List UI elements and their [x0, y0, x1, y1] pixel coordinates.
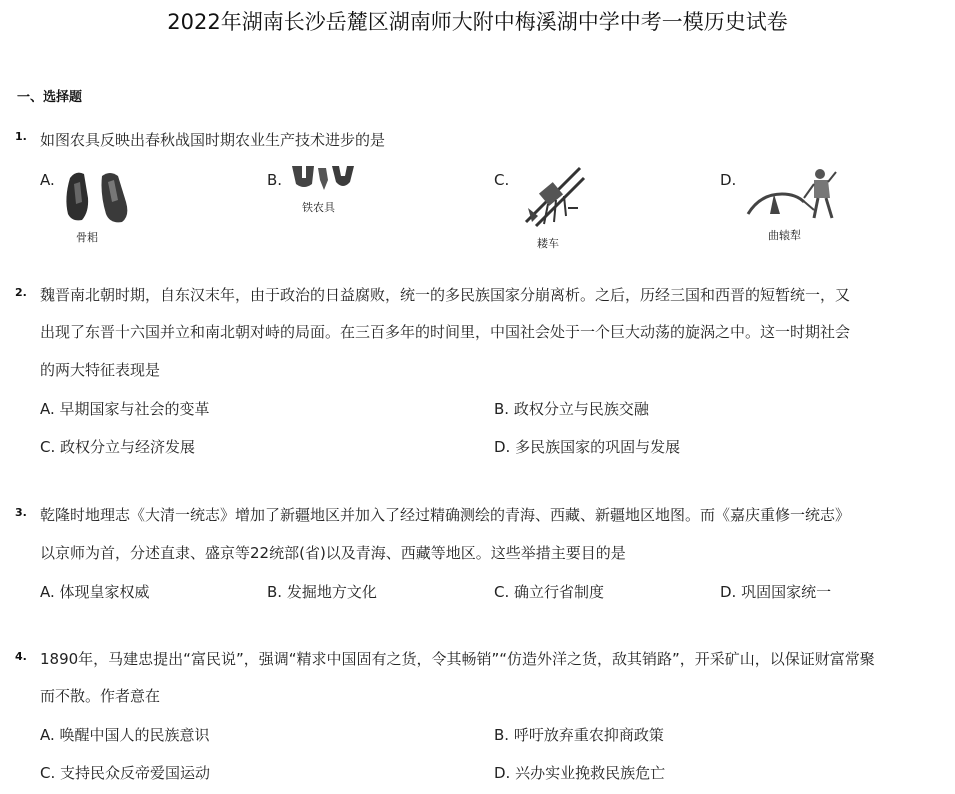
option-d-caption: 曲辕犁	[768, 229, 801, 242]
section-heading: 一、选择题	[17, 90, 83, 105]
question-2-number: 2.	[15, 286, 27, 299]
question-3-option-b[interactable]: B. 发掘地方文化	[267, 583, 377, 601]
question-3-option-c[interactable]: C. 确立行省制度	[494, 583, 605, 601]
question-3-stem-line-1: 乾隆时地理志《大清一统志》增加了新疆地区并加入了经过精确测绘的青海、西藏、新疆地区地图。而《嘉庆重修一统志》	[40, 506, 851, 524]
question-4-stem-line-2: 而不散。作者意在	[40, 687, 161, 705]
question-4-option-a[interactable]: A. 唤醒中国人的民族意识	[40, 726, 210, 744]
option-a-caption: 骨耜	[76, 231, 98, 244]
question-1-number: 1.	[15, 130, 27, 143]
option-c-caption: 耧车	[537, 237, 559, 250]
question-3-number: 3.	[15, 506, 27, 519]
question-2-stem-line-3: 的两大特征表现是	[40, 361, 161, 379]
question-1-option-a[interactable]	[40, 170, 55, 190]
question-2-option-d[interactable]: D. 多民族国家的巩固与发展	[494, 438, 681, 456]
question-2-stem-line-1: 魏晋南北朝时期，自东汉末年，由于政治的日益腐败，统一的多民族国家分崩离析。之后，历经三国和西晋的短暂统一，又	[40, 286, 851, 304]
option-b-caption: 铁农具	[302, 201, 335, 214]
option-letter: A.	[40, 171, 55, 189]
question-1-option-c[interactable]	[494, 170, 509, 190]
question-2-option-a[interactable]: A. 早期国家与社会的变革	[40, 400, 210, 418]
question-3-stem-line-2: 以京师为首，分述直隶、盛京等22统部(省)以及青海、西藏等地区。这些举措主要目的是	[40, 544, 626, 562]
option-letter: C.	[494, 171, 510, 189]
question-4-option-d[interactable]: D. 兴办实业挽救民族危亡	[494, 764, 666, 782]
question-2-option-b[interactable]: B. 政权分立与民族交融	[494, 400, 649, 418]
question-3-option-d[interactable]: D. 巩固国家统一	[720, 583, 832, 601]
question-4-option-c[interactable]: C. 支持民众反帝爱国运动	[40, 764, 211, 782]
question-1-stem: 如图农具反映出春秋战国时期农业生产技术进步的是	[40, 131, 386, 149]
seed-drill-icon	[518, 164, 588, 232]
option-letter: D.	[720, 171, 737, 189]
question-2-stem-line-2: 出现了东晋十六国并立和南北朝对峙的局面。在三百多年的时间里，中国社会处于一个巨大动荡的旋涡之中。这一时期社会	[40, 323, 851, 341]
exam-title: 2022年湖南长沙岳麓区湖南师大附中梅溪湖中学中考一模历史试卷	[167, 10, 788, 34]
question-4-number: 4.	[15, 650, 27, 663]
bone-spade-icon	[62, 168, 137, 224]
question-4-option-b[interactable]: B. 呼吁放弃重农抑商政策	[494, 726, 664, 744]
question-2-option-c[interactable]: C. 政权分立与经济发展	[40, 438, 196, 456]
question-1-option-d[interactable]	[720, 170, 736, 190]
question-4-stem-line-1: 1890年，马建忠提出“富民说”，强调“精求中国固有之货，令其畅销”“仿造外洋之货，敌其销路”，开采矿山，以保证财富常聚	[40, 650, 875, 668]
option-letter: B.	[267, 171, 283, 189]
iron-tools-icon	[290, 164, 356, 194]
curved-plow-icon	[744, 164, 840, 224]
question-1-option-b[interactable]	[267, 170, 282, 190]
question-3-option-a[interactable]: A. 体现皇家权威	[40, 583, 150, 601]
